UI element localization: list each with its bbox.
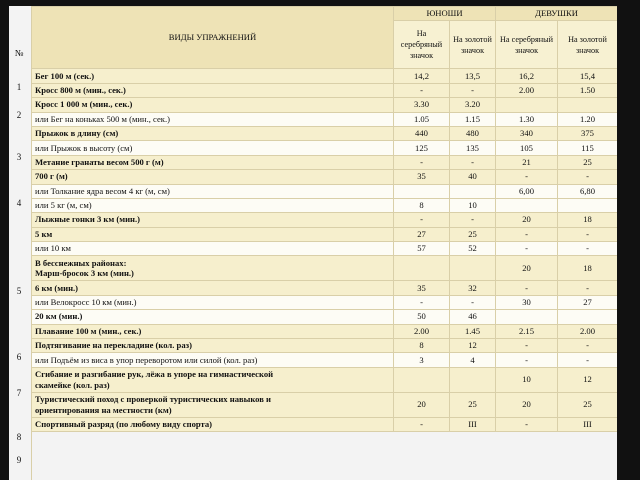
value-cell-g1: 2.00	[496, 83, 558, 97]
value-cell-g2: -	[558, 353, 618, 367]
header-girls-gold: На золотой значок	[558, 21, 618, 69]
exercise-cell: Кросс 1 000 м (мин., сек.)	[32, 98, 394, 112]
value-cell-g2	[558, 98, 618, 112]
exercise-cell: 5 км	[32, 227, 394, 241]
table-row	[32, 324, 618, 338]
value-cell-b2: -	[450, 155, 496, 169]
value-cell-b1: 35	[394, 170, 450, 184]
value-cell-b1: 2.00	[394, 324, 450, 338]
value-cell-b2: 25	[450, 227, 496, 241]
table-row	[32, 295, 618, 309]
value-cell-g1: 20	[496, 392, 558, 417]
value-cell-b2: 52	[450, 242, 496, 256]
value-cell-g2: -	[558, 227, 618, 241]
exercise-cell: Прыжок в длину (см)	[32, 126, 394, 140]
header-boys-gold: На золотой значок	[450, 21, 496, 69]
header-num: №	[14, 48, 24, 58]
table-row	[32, 281, 618, 295]
value-cell-g2: III	[558, 417, 618, 431]
group-number: 3	[16, 152, 22, 162]
value-cell-g1: 16,2	[496, 69, 558, 83]
value-cell-b1: 440	[394, 126, 450, 140]
value-cell-g2	[558, 310, 618, 324]
table-row	[32, 170, 618, 184]
table-row	[32, 392, 618, 417]
value-cell-b2: -	[450, 213, 496, 227]
table-row	[32, 242, 618, 256]
value-cell-b2: 10	[450, 198, 496, 212]
standards-table	[31, 6, 617, 432]
value-cell-g2: -	[558, 242, 618, 256]
value-cell-g2	[558, 198, 618, 212]
group-number: 2	[16, 110, 22, 120]
value-cell-g2: 115	[558, 141, 618, 155]
value-cell-b1: 57	[394, 242, 450, 256]
value-cell-g2: 15,4	[558, 69, 618, 83]
table-row	[32, 98, 618, 112]
group-number: 1	[16, 82, 22, 92]
exercise-cell: Подтягивание на перекладине (кол. раз)	[32, 339, 394, 353]
table-row	[32, 256, 618, 281]
value-cell-b2: 12	[450, 339, 496, 353]
exercise-cell: В бесснежных районах: Марш-бросок 3 км (мин.)	[32, 256, 394, 281]
exercise-cell: или Толкание ядра весом 4 кг (м, см)	[32, 184, 394, 198]
value-cell-b1: 14,2	[394, 69, 450, 83]
exercise-cell: Лыжные гонки 3 км (мин.)	[32, 213, 394, 227]
value-cell-g1: -	[496, 339, 558, 353]
value-cell-g2: 1.50	[558, 83, 618, 97]
exercise-cell: Туристический поход с проверкой туристических навыков и ориентирования на местности (км)	[32, 392, 394, 417]
exercise-cell: или Прыжок в высоту (см)	[32, 141, 394, 155]
exercise-cell: Спортивный разряд (по любому виду спорта)	[32, 417, 394, 431]
value-cell-b2: 1.15	[450, 112, 496, 126]
value-cell-b2: 1.45	[450, 324, 496, 338]
value-cell-g1	[496, 98, 558, 112]
exercise-cell: или Подъём из виса в упор переворотом или силой (кол. раз)	[32, 353, 394, 367]
value-cell-g2: -	[558, 339, 618, 353]
value-cell-b2: 13,5	[450, 69, 496, 83]
exercise-cell: Сгибание и разгибание рук, лёжа в упоре на гимнастической скамейке (кол. раз)	[32, 367, 394, 392]
value-cell-g2: 6,80	[558, 184, 618, 198]
value-cell-g2: -	[558, 170, 618, 184]
value-cell-b2: III	[450, 417, 496, 431]
value-cell-g2: 12	[558, 367, 618, 392]
group-number-column	[9, 6, 32, 480]
value-cell-b2: -	[450, 83, 496, 97]
table-row	[32, 112, 618, 126]
value-cell-b1: -	[394, 417, 450, 431]
exercise-cell: или Велокросс 10 км (мин.)	[32, 295, 394, 309]
value-cell-b2	[450, 184, 496, 198]
table-row	[32, 353, 618, 367]
value-cell-g1: 10	[496, 367, 558, 392]
value-cell-g1: -	[496, 281, 558, 295]
value-cell-b2: -	[450, 295, 496, 309]
value-cell-b2: 32	[450, 281, 496, 295]
value-cell-b1	[394, 367, 450, 392]
value-cell-b1	[394, 184, 450, 198]
value-cell-b1: 8	[394, 339, 450, 353]
group-number: 4	[16, 198, 22, 208]
table-row	[32, 126, 618, 140]
value-cell-g1: 20	[496, 213, 558, 227]
value-cell-g1: 6,00	[496, 184, 558, 198]
table-row	[32, 213, 618, 227]
table-row	[32, 198, 618, 212]
value-cell-b2: 4	[450, 353, 496, 367]
group-number: 8	[16, 432, 22, 442]
value-cell-b2: 46	[450, 310, 496, 324]
table-body	[32, 69, 618, 432]
value-cell-g1	[496, 310, 558, 324]
table-row	[32, 141, 618, 155]
exercise-cell: 700 г (м)	[32, 170, 394, 184]
table-row	[32, 417, 618, 431]
value-cell-g1: -	[496, 353, 558, 367]
group-number: 9	[16, 455, 22, 465]
table-row	[32, 69, 618, 83]
exercise-cell: или 5 кг (м, см)	[32, 198, 394, 212]
table-row	[32, 227, 618, 241]
value-cell-g2: 2.00	[558, 324, 618, 338]
header-girls-silver: На серебряный значок	[496, 21, 558, 69]
value-cell-b1: 20	[394, 392, 450, 417]
group-number: 6	[16, 352, 22, 362]
exercise-cell: или 10 км	[32, 242, 394, 256]
header-boys: ЮНОШИ	[394, 7, 496, 21]
group-number: 7	[16, 388, 22, 398]
value-cell-g2: 18	[558, 213, 618, 227]
exercise-cell: 20 км (мин.)	[32, 310, 394, 324]
value-cell-g2: 375	[558, 126, 618, 140]
value-cell-g2: 25	[558, 392, 618, 417]
value-cell-g2: 18	[558, 256, 618, 281]
value-cell-b1: 35	[394, 281, 450, 295]
table-row	[32, 83, 618, 97]
value-cell-g1: 30	[496, 295, 558, 309]
exercise-cell: Кросс 800 м (мин., сек.)	[32, 83, 394, 97]
value-cell-g1: -	[496, 417, 558, 431]
value-cell-b1: 27	[394, 227, 450, 241]
value-cell-b2	[450, 367, 496, 392]
value-cell-b1: -	[394, 83, 450, 97]
value-cell-b1: -	[394, 295, 450, 309]
value-cell-g1: 2.15	[496, 324, 558, 338]
value-cell-b1: 1.05	[394, 112, 450, 126]
exercise-cell: Метание гранаты весом 500 г (м)	[32, 155, 394, 169]
value-cell-b2: 25	[450, 392, 496, 417]
header-girls: ДЕВУШКИ	[496, 7, 618, 21]
value-cell-b1: 3.30	[394, 98, 450, 112]
exercise-cell: или Бег на коньках 500 м (мин., сек.)	[32, 112, 394, 126]
value-cell-b2: 3.20	[450, 98, 496, 112]
exercise-cell: Плавание 100 м (мин., сек.)	[32, 324, 394, 338]
value-cell-g2: 1.20	[558, 112, 618, 126]
table-row	[32, 184, 618, 198]
value-cell-b1	[394, 256, 450, 281]
value-cell-b1: 125	[394, 141, 450, 155]
value-cell-b1: -	[394, 155, 450, 169]
value-cell-g1: -	[496, 227, 558, 241]
value-cell-g1: 105	[496, 141, 558, 155]
value-cell-b1: 50	[394, 310, 450, 324]
value-cell-g1: 20	[496, 256, 558, 281]
group-number: 5	[16, 286, 22, 296]
exercise-cell: Бег 100 м (сек.)	[32, 69, 394, 83]
value-cell-g1: 340	[496, 126, 558, 140]
header-exercises: ВИДЫ УПРАЖНЕНИЙ	[32, 7, 394, 69]
value-cell-g2: 27	[558, 295, 618, 309]
value-cell-g1: 1.30	[496, 112, 558, 126]
value-cell-g2: -	[558, 281, 618, 295]
value-cell-g1	[496, 198, 558, 212]
value-cell-b1: 8	[394, 198, 450, 212]
value-cell-b1: 3	[394, 353, 450, 367]
value-cell-b2: 480	[450, 126, 496, 140]
value-cell-b1: -	[394, 213, 450, 227]
value-cell-g1: 21	[496, 155, 558, 169]
document-frame	[9, 6, 617, 480]
table-row	[32, 339, 618, 353]
value-cell-b2	[450, 256, 496, 281]
header-boys-silver: На серебряный значок	[394, 21, 450, 69]
value-cell-g1: -	[496, 242, 558, 256]
table-row	[32, 367, 618, 392]
exercise-cell: 6 км (мин.)	[32, 281, 394, 295]
value-cell-b2: 135	[450, 141, 496, 155]
value-cell-g2: 25	[558, 155, 618, 169]
value-cell-g1: -	[496, 170, 558, 184]
table-row	[32, 155, 618, 169]
value-cell-b2: 40	[450, 170, 496, 184]
table-row	[32, 310, 618, 324]
